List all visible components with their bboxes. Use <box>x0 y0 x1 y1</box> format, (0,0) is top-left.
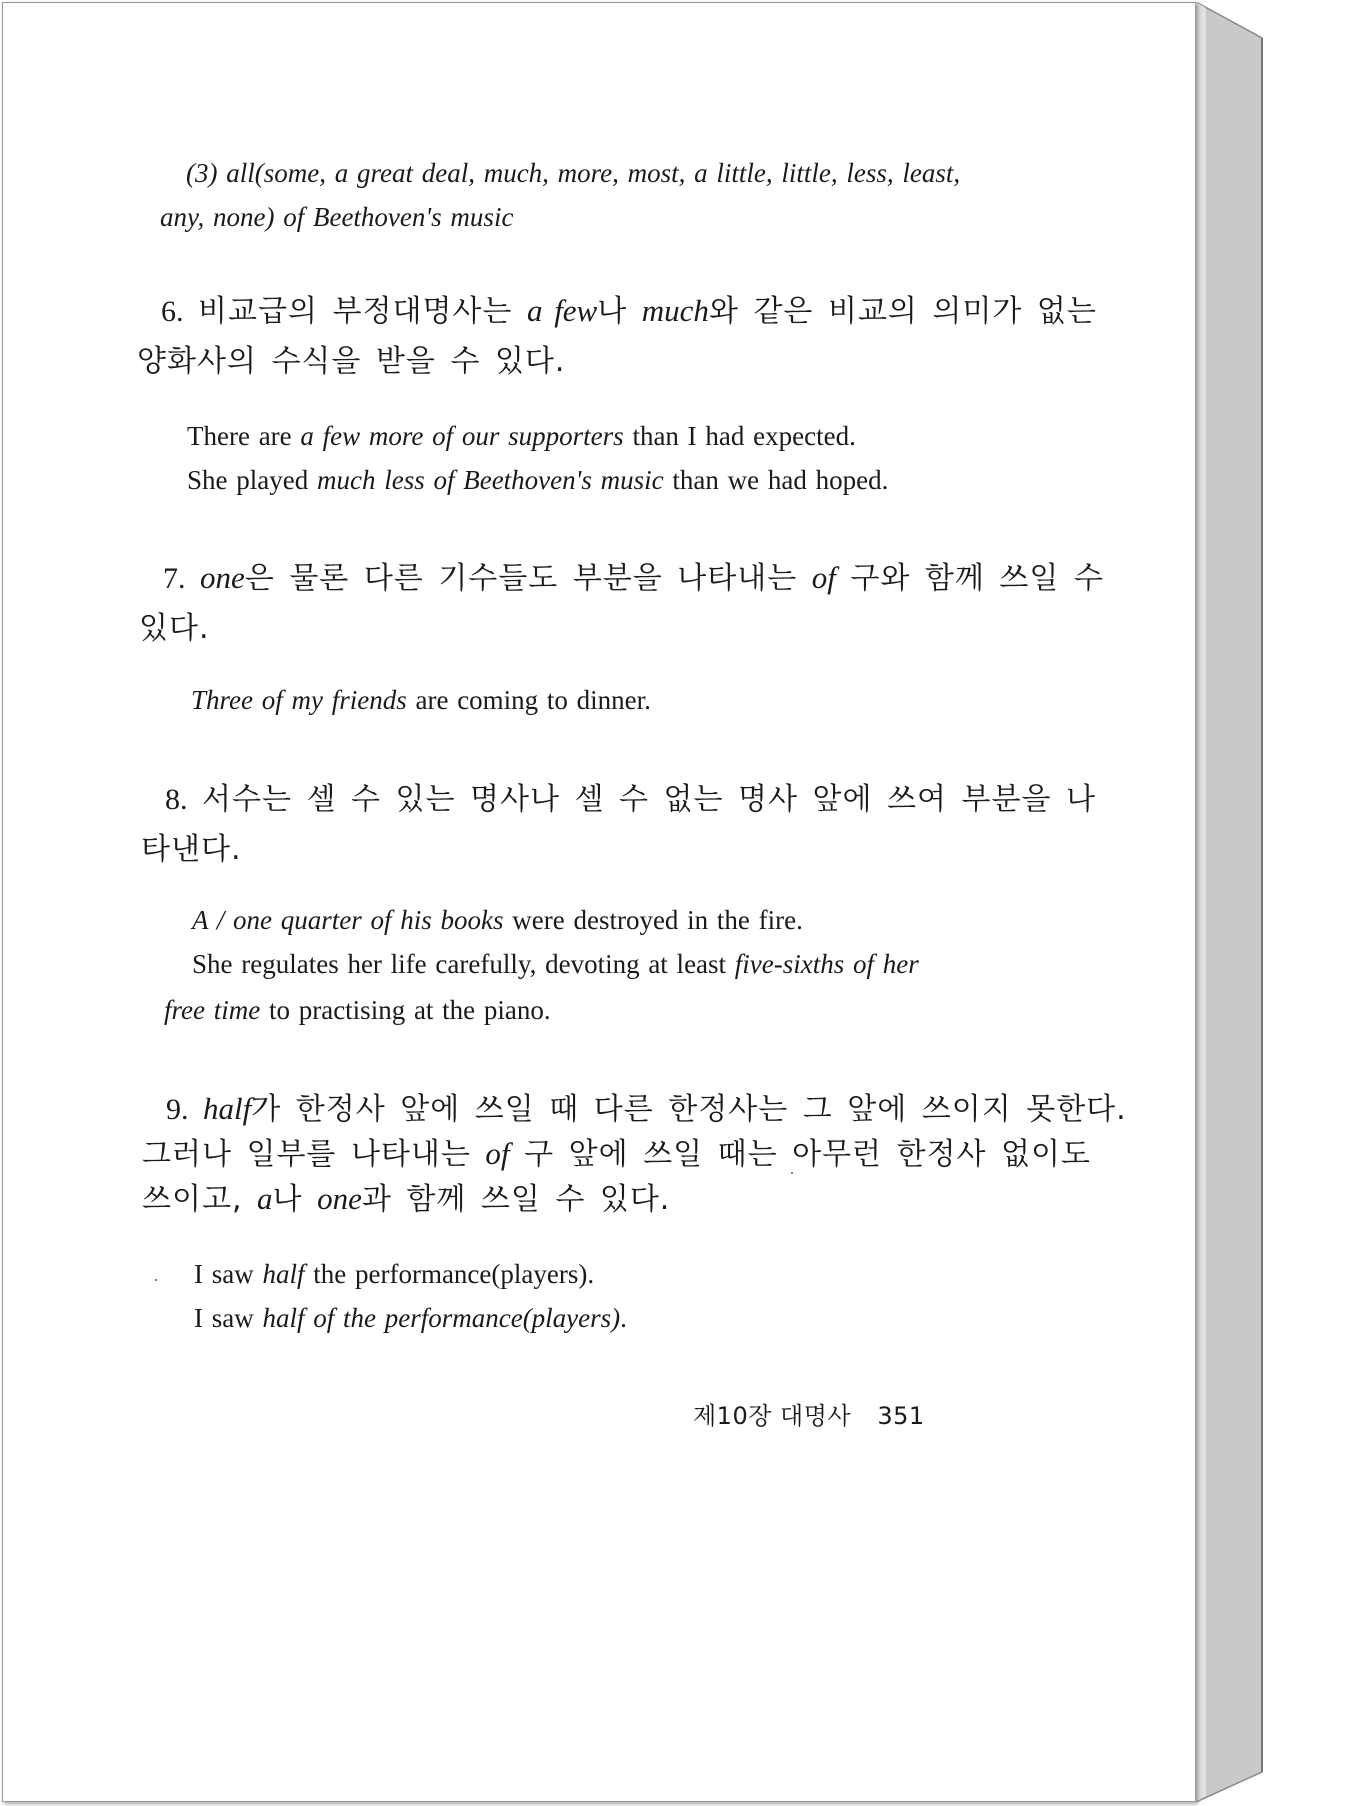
scan-speck <box>155 1279 157 1281</box>
section-9-text-line-3b: 나 <box>272 1182 303 1217</box>
section-9-text-line-2b: 구 앞에 쓰일 때는 아무런 한정사 없이도 <box>524 1137 1091 1172</box>
section-8-text-line-2: 타낸다. <box>141 832 242 867</box>
sub-item-3-line-2 <box>160 202 513 233</box>
section-9-term-of: of <box>485 1136 510 1171</box>
section-9-heading-line-3 <box>142 1174 670 1218</box>
book-edge-decoration <box>1196 2 1276 1802</box>
section-9-text-line-2a: 그러나 일부를 나타내는 <box>142 1137 471 1172</box>
section-9-heading-line-1 <box>166 1084 1127 1128</box>
example-pre: I saw <box>194 1303 263 1333</box>
section-6-text-c: 와 같은 비교의 의미가 없는 <box>708 294 1097 329</box>
footer-chapter-title: 제10장 대명사 <box>693 1402 852 1430</box>
example-italic: half of the performance(players) <box>262 1303 621 1333</box>
section-6-text-a: 비교급의 부정대명사는 <box>198 294 513 329</box>
book-page <box>2 2 1196 1802</box>
section-9-example-1 <box>194 1259 594 1290</box>
section-6-term-much: much <box>641 293 709 328</box>
example-pre: I saw <box>194 1259 263 1289</box>
example-italic: much less of Beethoven's music <box>316 465 664 495</box>
section-6-heading-line-1 <box>161 286 1097 330</box>
section-7-text-b: 구와 함께 쓰일 수 <box>850 561 1104 596</box>
example-italic: five-sixths of her <box>734 949 919 979</box>
section-9-example-2 <box>194 1303 627 1334</box>
section-6-term-a-few: a few <box>526 293 598 328</box>
section-7-heading-line-1 <box>163 553 1104 597</box>
section-9-term-one: one <box>317 1181 362 1216</box>
section-8-heading-line-1 <box>165 774 1096 818</box>
section-7-text-a: 은 물론 다른 기수들도 부분을 나타내는 <box>244 561 798 596</box>
section-8-example-1 <box>192 905 803 936</box>
section-6-text-b: 나 <box>597 294 628 329</box>
section-7-term-of: of <box>811 560 836 595</box>
section-7-term-one: one <box>200 560 245 595</box>
example-pre: She regulates her life carefully, devoting at least <box>192 949 735 979</box>
section-9-term-a: a <box>257 1181 273 1216</box>
example-pre: She played <box>187 465 317 495</box>
page-footer <box>693 1396 925 1431</box>
section-8-number: 8. <box>165 783 188 816</box>
example-pre: There are <box>187 421 301 451</box>
example-post: are coming to dinner. <box>406 685 651 715</box>
example-post: than we had hoped. <box>663 465 889 495</box>
section-6-example-2 <box>187 465 888 496</box>
sub-item-3-text-2: any, none) of Beethoven's music <box>160 202 514 232</box>
section-6-example-1 <box>187 421 856 452</box>
example-italic: a few more of our supporters <box>300 421 624 451</box>
example-italic: half <box>262 1259 305 1289</box>
example-italic: A / one quarter of his books <box>192 905 504 935</box>
section-7-example-1 <box>191 685 651 716</box>
section-7-heading-line-2 <box>139 603 210 647</box>
scan-speck <box>791 1172 793 1174</box>
section-9-term-half: half <box>203 1091 252 1126</box>
section-6-number: 6. <box>161 295 184 328</box>
section-7-number: 7. <box>163 562 186 595</box>
section-9-heading-line-2 <box>142 1129 1091 1173</box>
example-post: to practising at the piano. <box>260 995 551 1025</box>
example-post: the performance(players). <box>304 1259 595 1289</box>
section-9-text-a: 가 한정사 앞에 쓰일 때 다른 한정사는 그 앞에 쓰이지 못한다. <box>251 1092 1127 1127</box>
section-7-text-line-2: 있다. <box>139 611 210 646</box>
section-8-example-3 <box>164 995 551 1026</box>
page-number: 351 <box>877 1402 925 1430</box>
section-9-text-line-3c: 과 함께 쓰일 수 있다. <box>361 1182 671 1217</box>
section-6-heading-line-2 <box>137 336 565 380</box>
section-8-heading-line-2 <box>141 824 241 868</box>
example-post: . <box>620 1303 627 1333</box>
sub-item-3-line-1 <box>186 158 960 189</box>
section-9-text-line-3a: 쓰이고, <box>142 1182 243 1217</box>
example-italic: free time <box>164 995 261 1025</box>
example-italic: Three of my friends <box>191 685 407 715</box>
sub-item-3-text: (3) all(some, a great deal, much, more, most, a little, little, less, least, <box>186 158 961 188</box>
section-6-text-line-2: 양화사의 수식을 받을 수 있다. <box>137 344 566 379</box>
example-post: than I had expected. <box>623 421 856 451</box>
example-post: were destroyed in the fire. <box>503 905 803 935</box>
section-8-text-line-1: 서수는 셀 수 있는 명사나 셀 수 없는 명사 앞에 쓰여 부분을 나 <box>202 782 1096 817</box>
section-8-example-2 <box>192 949 919 980</box>
section-9-number: 9. <box>166 1093 189 1126</box>
